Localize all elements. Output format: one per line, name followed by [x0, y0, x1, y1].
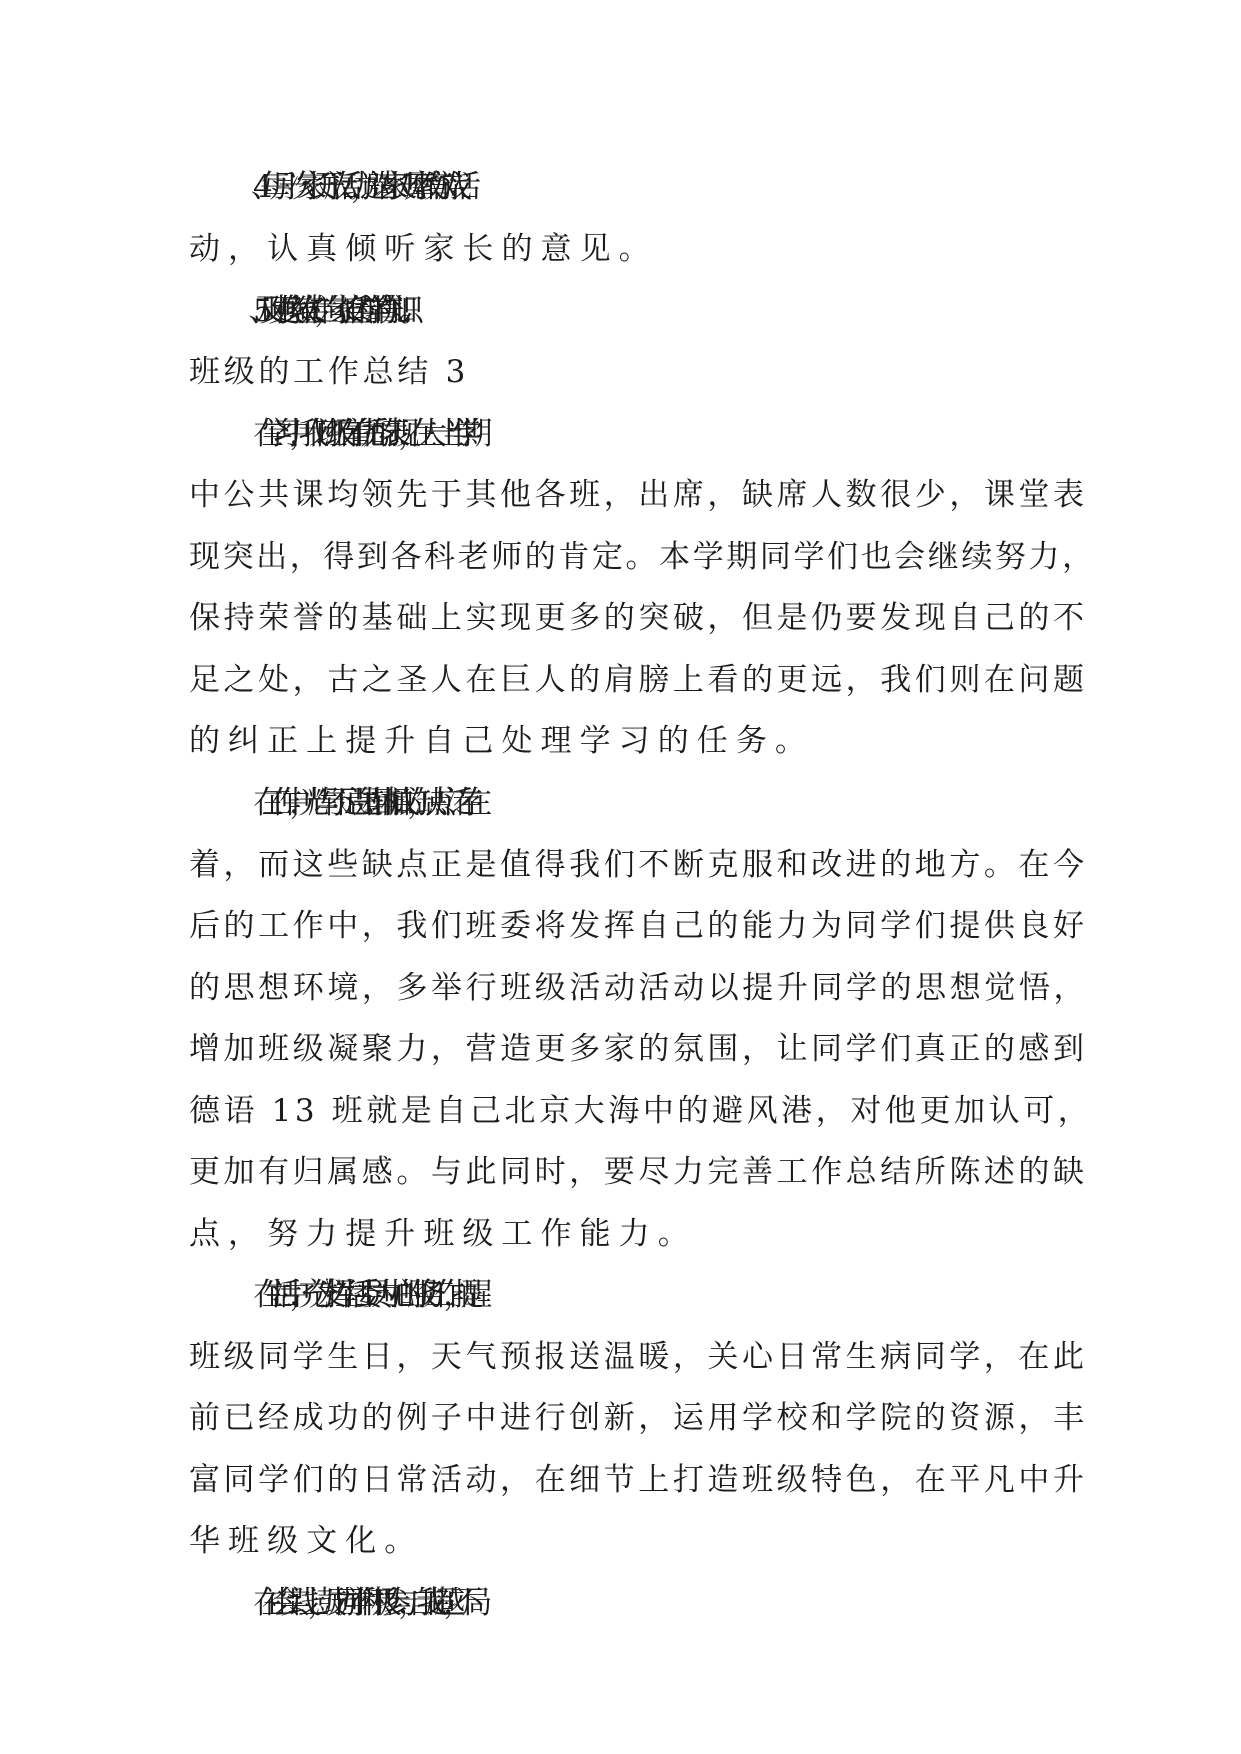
text-line: 增加班级凝聚力，营造更多家的氛围，让同学们真正的感到	[189, 1031, 1088, 1067]
text-line: 的纠正上提升自己处理学习的任务。	[189, 723, 814, 759]
text-line: 5、及时更换家教宣传栏，向家长宣传科学的育儿知识。	[253, 293, 407, 329]
text-line: 后的工作中，我们班委将发挥自己的能力为同学们提供良好	[189, 908, 1088, 944]
text-line: 班级同学生日，天气预报送温暖，关心日常生病同学，在此	[189, 1339, 1088, 1375]
text-line: 的思想环境，多举行班级活动活动以提升同学的思想觉悟，	[189, 970, 1089, 1006]
text-line: 富同学们的日常活动，在细节上打造班级特色，在平凡中升	[189, 1462, 1088, 1498]
text-line: 现突出，得到各科老师的肯定。本学期同学们也会继续努力，	[189, 539, 1096, 575]
text-line: 前已经成功的例子中进行创新，运用学校和学院的资源，丰	[189, 1400, 1088, 1436]
text-line: 在学习中，我们班级有着优秀的表现，在大一上半学期	[253, 416, 471, 452]
text-line: 中公共课均领先于其他各班，出席，缺席人数很少，课堂表	[189, 477, 1088, 513]
text-line: 着，而这些缺点正是值得我们不断克服和改进的地方。在今	[189, 847, 1088, 883]
text-line: 在社会实践上，鼓励同学们积极参与，自我超越，不局	[253, 1585, 471, 1621]
text-line: 在生活中，充分发挥生活委员为中心的服务工作，提醒	[253, 1277, 471, 1313]
text-line: 在工作中，光辉与不足总是相辅相成的，缺点广泛存在	[253, 785, 471, 821]
text-line: 更加有归属感。与此同时，要尽力完善工作总结所陈述的缺	[189, 1154, 1088, 1190]
text-line: 足之处，古之圣人在巨人的肩膀上看的更远，我们则在问题	[189, 662, 1088, 698]
text-line: 动，认真倾听家长的意见。	[189, 231, 658, 267]
text-line: 点，努力提升班级工作能力。	[189, 1216, 697, 1252]
text-line: 保持荣誉的基础上实现更多的突破，但是仍要发现自己的不	[189, 600, 1088, 636]
text-line: 4、每月一次家长开放活动，邀请家长观摩教育游戏活	[253, 169, 460, 205]
section-heading: 班级的工作总结 3	[189, 354, 470, 390]
text-line: 德语 13 班就是自己北京大海中的避风港，对他更加认可，	[189, 1093, 1093, 1129]
text-line: 华班级文化。	[189, 1523, 424, 1559]
